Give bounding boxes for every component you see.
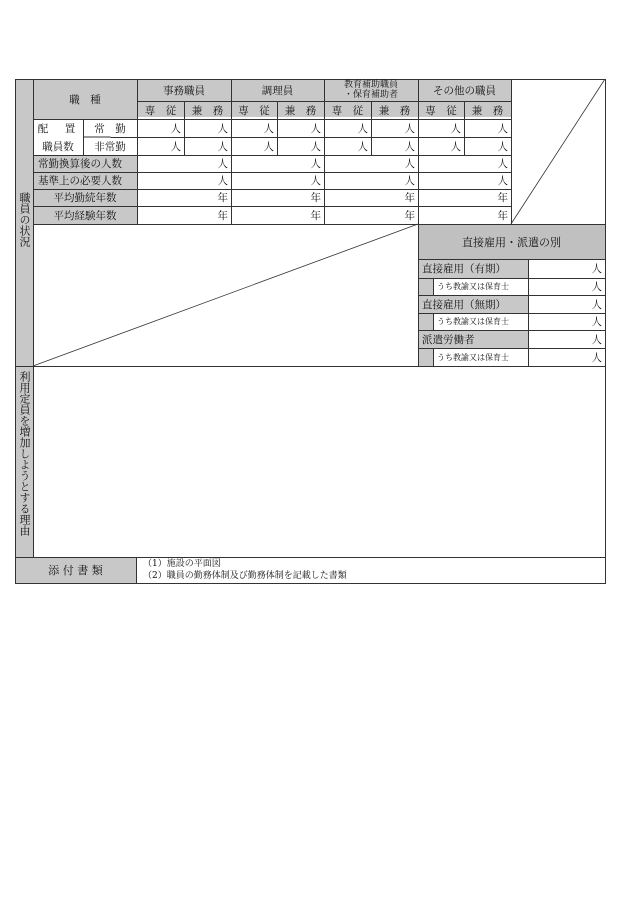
col-header-teaching-aide-line2: ・保育補助者 [343, 90, 398, 100]
unit-person: 人 [263, 122, 274, 135]
unit-person: 人 [357, 122, 368, 135]
unit-person: 人 [591, 298, 602, 311]
unit-year: 年 [497, 192, 508, 204]
unit-person: 人 [310, 122, 321, 135]
emp-fixed-term-label: 直接雇用（有期） [422, 263, 506, 275]
emp-dispatch-label: 派遣労働者 [422, 333, 475, 346]
unit-person: 人 [217, 175, 228, 187]
attachment-item: （2）職員の勤務体制及び勤務体制を記載した書類 [143, 571, 347, 581]
unit-person: 人 [357, 140, 368, 153]
unit-person: 人 [497, 175, 508, 187]
staff-section-title: 職員の状況 [18, 192, 31, 247]
unit-year: 年 [497, 209, 508, 222]
col-header-other: その他の職員 [433, 85, 496, 97]
reason-section-title: 利用定員を増加しようとする理由 [18, 371, 31, 536]
sub-full: 専 従 [238, 104, 270, 117]
unit-person: 人 [591, 333, 602, 346]
unit-year: 年 [404, 192, 415, 204]
unit-person: 人 [450, 140, 461, 153]
row-required: 基準上の必要人数 [38, 175, 122, 187]
unit-person: 人 [310, 158, 321, 170]
reason-field[interactable] [34, 367, 605, 557]
unit-person: 人 [263, 140, 274, 153]
sub-part: 兼 務 [378, 104, 411, 117]
unit-person: 人 [217, 158, 228, 170]
unit-year: 年 [217, 192, 228, 204]
emp-permanent-label: 直接雇用（無期） [422, 298, 506, 311]
unit-person: 人 [310, 140, 321, 153]
regular-label: 常 勤 [94, 122, 126, 135]
sub-full: 専 従 [331, 104, 364, 117]
placement-label: 配 置 [37, 122, 79, 135]
unit-person: 人 [217, 140, 228, 153]
emp-dispatch-sub: うち教諭又は保育士 [437, 352, 509, 362]
unit-person: 人 [497, 158, 508, 170]
row-fte: 常勤換算後の人数 [38, 158, 122, 170]
unit-person: 人 [591, 351, 602, 364]
attachment-item: （1）施設の平面図 [143, 559, 221, 569]
col-header-office: 事務職員 [163, 85, 205, 97]
unit-person: 人 [497, 140, 508, 153]
unit-person: 人 [450, 122, 461, 135]
unit-year: 年 [310, 209, 321, 222]
staff-count-label: 職員数 [42, 140, 74, 153]
col-header-teaching-aide-line1: 教育補助職員 [343, 80, 398, 90]
unit-person: 人 [404, 140, 415, 153]
sub-part: 兼 務 [471, 104, 504, 117]
unit-year: 年 [404, 209, 415, 222]
unit-person: 人 [310, 175, 321, 187]
unit-year: 年 [217, 209, 228, 222]
col-header-cook: 調理員 [261, 85, 294, 97]
emp-fixed-term-sub: うち教諭又は保育士 [437, 282, 509, 291]
sub-full: 専 従 [425, 104, 457, 117]
unit-person: 人 [591, 263, 602, 275]
unit-person: 人 [404, 158, 415, 170]
job-type-header: 職 種 [69, 93, 101, 106]
unit-person: 人 [591, 316, 602, 328]
unit-person: 人 [170, 140, 181, 153]
row-avg-tenure: 平均勤続年数 [53, 192, 117, 204]
unit-person: 人 [217, 122, 228, 135]
emp-permanent-sub: うち教諭又は保育士 [437, 317, 509, 326]
unit-person: 人 [404, 175, 415, 187]
unit-person: 人 [497, 122, 508, 135]
attachments-title: 添 付 書 類 [48, 564, 103, 577]
employment-title: 直接雇用・派遣の別 [462, 235, 561, 249]
col-header-teaching-aide [324, 79, 418, 101]
non-regular-label: 非常勤 [94, 140, 126, 153]
sub-part: 兼 務 [284, 104, 317, 117]
unit-person: 人 [591, 281, 602, 293]
sub-full: 専 従 [144, 104, 177, 117]
unit-person: 人 [170, 122, 181, 135]
attachments-list [143, 558, 603, 583]
unit-year: 年 [310, 192, 321, 204]
sub-part: 兼 務 [191, 104, 224, 117]
row-avg-experience: 平均経験年数 [53, 209, 117, 222]
unit-person: 人 [404, 122, 415, 135]
